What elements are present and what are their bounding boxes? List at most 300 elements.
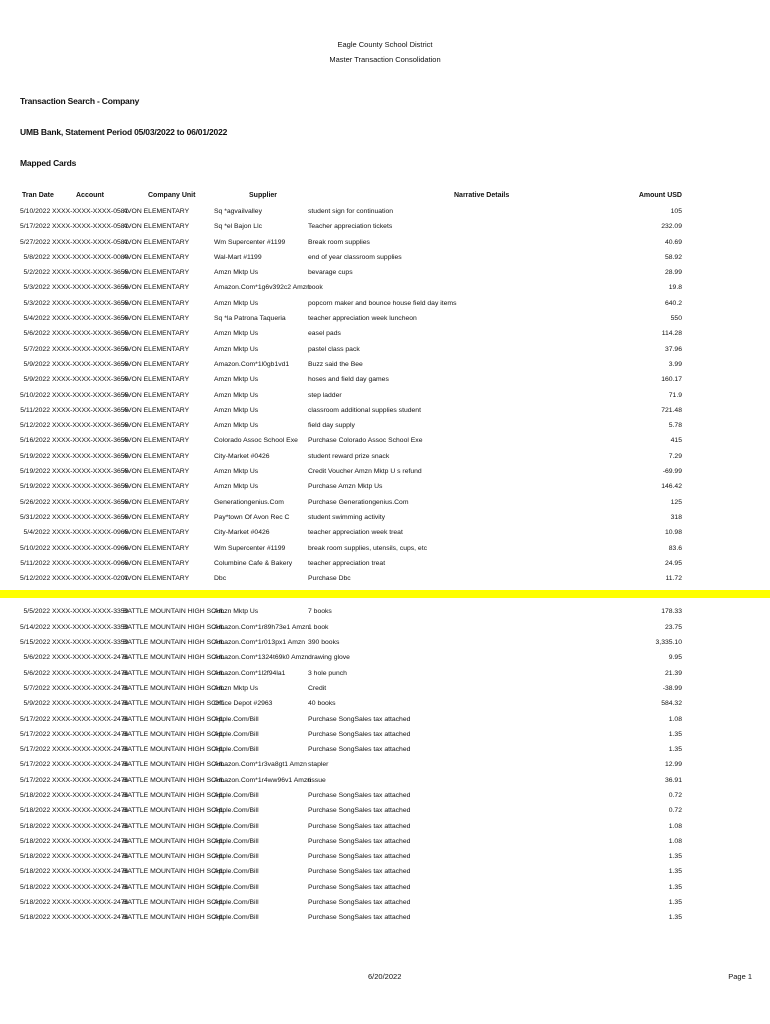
company-unit-cell: AVON ELEMENTARY — [123, 315, 190, 323]
battle-mountain-group — [0, 604, 770, 925]
supplier-cell: Amazon.Com*1l2f94la1 — [214, 669, 286, 677]
tran-date-cell: 5/18/2022 — [20, 807, 51, 815]
amount-cell: 3.99 — [668, 360, 682, 368]
account-cell: XXXX-XXXX-XXXX-2476 — [52, 899, 129, 907]
table-row — [0, 604, 770, 619]
col-header-date: Tran Date — [22, 192, 54, 199]
table-row — [0, 296, 770, 311]
company-unit-cell: BATTLE MOUNTAIN HIGH SCHL — [123, 684, 225, 692]
supplier-cell: Amzn Mktp Us — [214, 608, 259, 616]
amount-cell: -69.99 — [662, 468, 682, 476]
table-row — [0, 650, 770, 665]
tran-date-cell: 5/8/2022 — [23, 253, 50, 261]
tran-date-cell: 5/18/2022 — [20, 914, 51, 922]
supplier-cell: Apple.Com/Bill — [214, 868, 259, 876]
supplier-cell: Apple.Com/Bill — [214, 899, 259, 907]
amount-cell: 1.35 — [668, 853, 682, 861]
supplier-cell: Sq *la Patrona Taqueria — [214, 315, 286, 323]
account-cell: XXXX-XXXX-XXXX-3655 — [52, 422, 129, 430]
tran-date-cell: 5/4/2022 — [23, 315, 50, 323]
account-cell: XXXX-XXXX-XXXX-3655 — [52, 284, 129, 292]
amount-cell: 23.75 — [664, 623, 682, 631]
company-unit-cell: AVON ELEMENTARY — [123, 253, 190, 261]
narrative-cell: Purchase SongSales tax attached — [308, 899, 411, 907]
supplier-cell: Office Depot #2963 — [214, 700, 273, 708]
account-cell: XXXX-XXXX-XXXX-3655 — [52, 498, 129, 506]
company-unit-cell: BATTLE MOUNTAIN HIGH SCHL — [123, 608, 225, 616]
amount-cell: 7.29 — [668, 452, 682, 460]
amount-cell: 40.69 — [664, 238, 682, 246]
account-cell: XXXX-XXXX-XXXX-2476 — [52, 883, 129, 891]
company-unit-cell: AVON ELEMENTARY — [123, 575, 190, 583]
account-cell: XXXX-XXXX-XXXX-2476 — [52, 776, 129, 784]
account-cell: XXXX-XXXX-XXXX-0965 — [52, 559, 129, 567]
narrative-cell: Credit — [308, 684, 327, 692]
table-row — [0, 495, 770, 510]
supplier-cell: Amazon.Com*1r013px1 Amzn — [214, 639, 306, 647]
supplier-cell: Generationgenius.Com — [214, 498, 284, 506]
supplier-cell: Wm Supercenter #1199 — [214, 238, 286, 246]
supplier-cell: Amazon.Com*1g6v392c2 Amzn — [214, 284, 310, 292]
table-row — [0, 834, 770, 849]
narrative-cell: Purchase SongSales tax attached — [308, 822, 411, 830]
supplier-cell: Amzn Mktp Us — [214, 483, 259, 491]
tran-date-cell: 5/17/2022 — [20, 776, 51, 784]
company-unit-cell: BATTLE MOUNTAIN HIGH SCHL — [123, 761, 225, 769]
table-row — [0, 326, 770, 341]
tran-date-cell: 5/17/2022 — [20, 746, 51, 754]
narrative-cell: student reward prize snack — [308, 452, 390, 460]
amount-cell: 232.09 — [661, 223, 682, 231]
tran-date-cell: 5/11/2022 — [20, 406, 50, 414]
table-row — [0, 620, 770, 635]
account-cell: XXXX-XXXX-XXXX-3655 — [52, 391, 129, 399]
col-header-unit: Company Unit — [148, 192, 196, 199]
table-row — [0, 635, 770, 650]
supplier-cell: Apple.Com/Bill — [214, 853, 259, 861]
table-row — [0, 681, 770, 696]
company-unit-cell: BATTLE MOUNTAIN HIGH SCHL — [123, 730, 225, 738]
amount-cell: 58.92 — [664, 253, 682, 261]
tran-date-cell: 5/14/2022 — [20, 623, 51, 631]
supplier-cell: Apple.Com/Bill — [214, 730, 259, 738]
tran-date-cell: 5/3/2022 — [23, 299, 50, 307]
supplier-cell: Apple.Com/Bill — [214, 822, 259, 830]
amount-cell: 146.42 — [661, 483, 682, 491]
table-row — [0, 357, 770, 372]
amount-cell: 1.35 — [668, 868, 682, 876]
supplier-cell: Amazon.Com*1r3va8gt1 Amzn — [214, 761, 307, 769]
report-subtitle: Master Transaction Consolidation — [329, 55, 441, 64]
footer-date: 6/20/2022 — [368, 972, 402, 981]
narrative-cell: student swimming activity — [308, 513, 386, 521]
tran-date-cell: 5/18/2022 — [20, 899, 51, 907]
company-unit-cell: BATTLE MOUNTAIN HIGH SCHL — [123, 914, 225, 922]
transactions-table — [0, 204, 770, 926]
col-header-amount: Amount USD — [638, 192, 682, 199]
table-row — [0, 819, 770, 834]
account-cell: XXXX-XXXX-XXXX-3655 — [52, 299, 129, 307]
company-unit-cell: AVON ELEMENTARY — [123, 468, 190, 476]
supplier-cell: Amzn Mktp Us — [214, 406, 259, 414]
company-unit-cell: BATTLE MOUNTAIN HIGH SCHL — [123, 669, 225, 677]
amount-cell: 1.08 — [668, 837, 682, 845]
account-cell: XXXX-XXXX-XXXX-2476 — [52, 807, 129, 815]
narrative-cell: drawing glove — [308, 654, 350, 662]
tran-date-cell: 5/18/2022 — [20, 868, 51, 876]
company-unit-cell: AVON ELEMENTARY — [123, 529, 190, 537]
narrative-cell: classroom additional supplies student — [308, 406, 421, 414]
table-row — [0, 479, 770, 494]
account-cell: XXXX-XXXX-XXXX-0080 — [52, 253, 129, 261]
narrative-cell: popcorn maker and bounce house field day items — [308, 299, 457, 307]
account-cell: XXXX-XXXX-XXXX-3359 — [52, 608, 129, 616]
company-unit-cell: AVON ELEMENTARY — [123, 299, 190, 307]
amount-cell: 178.33 — [661, 608, 682, 616]
table-row — [0, 880, 770, 895]
account-cell: XXXX-XXXX-XXXX-3655 — [52, 269, 129, 277]
narrative-cell: Purchase SongSales tax attached — [308, 853, 411, 861]
narrative-cell: Purchase SongSales tax attached — [308, 715, 411, 723]
tran-date-cell: 5/11/2022 — [20, 559, 50, 567]
amount-cell: 28.99 — [664, 269, 682, 277]
tran-date-cell: 5/17/2022 — [20, 761, 51, 769]
report-title: Eagle County School District — [337, 40, 433, 49]
table-row — [0, 849, 770, 864]
supplier-cell: Amzn Mktp Us — [214, 330, 259, 338]
table-row — [0, 449, 770, 464]
narrative-cell: teacher appreciation treat — [308, 559, 386, 567]
account-cell: XXXX-XXXX-XXXX-0201 — [52, 575, 129, 583]
narrative-cell: Purchase SongSales tax attached — [308, 914, 411, 922]
company-unit-cell: BATTLE MOUNTAIN HIGH SCHL — [123, 868, 225, 876]
amount-cell: 640.2 — [664, 299, 682, 307]
table-row — [0, 910, 770, 925]
footer-page: Page 1 — [728, 972, 752, 981]
narrative-cell: teacher appreciation week treat — [308, 529, 403, 537]
narrative-cell: Purchase SongSales tax attached — [308, 883, 411, 891]
supplier-cell: Columbine Cafe & Bakery — [214, 559, 293, 567]
account-cell: XXXX-XXXX-XXXX-2476 — [52, 853, 129, 861]
tran-date-cell: 5/12/2022 — [20, 575, 51, 583]
table-row — [0, 895, 770, 910]
table-row — [0, 803, 770, 818]
tran-date-cell: 5/27/2022 — [20, 238, 51, 246]
amount-cell: 0.72 — [668, 807, 682, 815]
table-row — [0, 773, 770, 788]
tran-date-cell: 5/3/2022 — [23, 284, 50, 292]
tran-date-cell: 5/17/2022 — [20, 223, 51, 231]
narrative-cell: teacher appreciation week luncheon — [308, 315, 417, 323]
table-row — [0, 757, 770, 772]
amount-cell: 318 — [670, 513, 682, 521]
company-unit-cell: AVON ELEMENTARY — [123, 498, 190, 506]
narrative-cell: 3 hole punch — [308, 669, 347, 677]
tran-date-cell: 5/16/2022 — [20, 437, 51, 445]
amount-cell: 37.96 — [664, 345, 682, 353]
tran-date-cell: 5/4/2022 — [23, 529, 50, 537]
narrative-cell: student sign for continuation — [308, 208, 394, 215]
amount-cell: 160.17 — [661, 376, 682, 384]
company-unit-cell: AVON ELEMENTARY — [123, 238, 190, 246]
amount-cell: 83.6 — [668, 544, 682, 552]
tran-date-cell: 5/10/2022 — [20, 544, 51, 552]
tran-date-cell: 5/9/2022 — [23, 360, 50, 368]
company-unit-cell: BATTLE MOUNTAIN HIGH SCHL — [123, 715, 225, 723]
company-unit-cell: AVON ELEMENTARY — [123, 483, 190, 491]
amount-cell: 584.32 — [661, 700, 682, 708]
account-cell: XXXX-XXXX-XXXX-2476 — [52, 761, 129, 769]
tran-date-cell: 5/6/2022 — [23, 654, 50, 662]
table-row — [0, 696, 770, 711]
company-unit-cell: AVON ELEMENTARY — [123, 360, 190, 368]
account-cell: XXXX-XXXX-XXXX-3655 — [52, 360, 129, 368]
narrative-cell: Break room supplies — [308, 238, 370, 246]
company-unit-cell: AVON ELEMENTARY — [123, 513, 190, 521]
table-row — [0, 788, 770, 803]
supplier-cell: Amzn Mktp Us — [214, 422, 259, 430]
account-cell: XXXX-XXXX-XXXX-2476 — [52, 914, 129, 922]
account-cell: XXXX-XXXX-XXXX-3655 — [52, 437, 129, 445]
section-mapped: Mapped Cards — [20, 158, 77, 168]
account-cell: XXXX-XXXX-XXXX-2476 — [52, 837, 129, 845]
amount-cell: 1.35 — [668, 883, 682, 891]
narrative-cell: 7 books — [308, 608, 332, 616]
supplier-cell: Apple.Com/Bill — [214, 837, 259, 845]
table-row — [0, 864, 770, 879]
account-cell: XXXX-XXXX-XXXX-3655 — [52, 452, 129, 460]
supplier-cell: Amazon.Com*1r4ww96v1 Amzn — [214, 776, 312, 784]
tran-date-cell: 5/10/2022 — [20, 391, 51, 399]
table-row — [0, 727, 770, 742]
amount-cell: 1.08 — [668, 822, 682, 830]
amount-cell: 71.9 — [668, 391, 682, 399]
company-unit-cell: BATTLE MOUNTAIN HIGH SCHL — [123, 639, 225, 647]
company-unit-cell: BATTLE MOUNTAIN HIGH SCHL — [123, 746, 225, 754]
company-unit-cell: AVON ELEMENTARY — [123, 330, 190, 338]
narrative-cell: break room supplies, utensils, cups, etc — [308, 544, 428, 552]
supplier-cell: Amzn Mktp Us — [214, 376, 259, 384]
tran-date-cell: 5/31/2022 — [20, 513, 51, 521]
col-header-supplier: Supplier — [249, 192, 278, 199]
section-search: Transaction Search - Company — [20, 96, 140, 106]
account-cell: XXXX-XXXX-XXXX-0581 — [52, 238, 129, 246]
tran-date-cell: 5/19/2022 — [20, 468, 51, 476]
supplier-cell: Wm Supercenter #1199 — [214, 544, 286, 552]
tran-date-cell: 5/15/2022 — [20, 639, 51, 647]
company-unit-cell: BATTLE MOUNTAIN HIGH SCHL — [123, 822, 225, 830]
company-unit-cell: AVON ELEMENTARY — [123, 406, 190, 414]
tran-date-cell: 5/9/2022 — [23, 700, 50, 708]
supplier-cell: Amazon.Com*1l0gb1vd1 — [214, 360, 290, 368]
table-row — [0, 280, 770, 295]
narrative-cell: Purchase Amzn Mktp Us — [308, 483, 383, 491]
supplier-cell: Amazon.Com*1r89h73e1 Amzn — [214, 623, 310, 631]
table-row — [0, 666, 770, 681]
company-unit-cell: AVON ELEMENTARY — [123, 452, 190, 460]
narrative-cell: pastel class pack — [308, 345, 360, 353]
narrative-cell: Purchase SongSales tax attached — [308, 791, 411, 799]
tran-date-cell: 5/18/2022 — [20, 853, 51, 861]
account-cell: XXXX-XXXX-XXXX-0965 — [52, 544, 129, 552]
supplier-cell: Sq *el Bajon Llc — [214, 223, 262, 231]
company-unit-cell: AVON ELEMENTARY — [123, 437, 190, 445]
account-cell: XXXX-XXXX-XXXX-2476 — [52, 715, 129, 723]
supplier-cell: Apple.Com/Bill — [214, 807, 259, 815]
tran-date-cell: 5/17/2022 — [20, 715, 51, 723]
company-unit-cell: AVON ELEMENTARY — [123, 269, 190, 277]
narrative-cell: 40 books — [308, 700, 336, 708]
tran-date-cell: 5/18/2022 — [20, 822, 51, 830]
tran-date-cell: 5/17/2022 — [20, 730, 51, 738]
narrative-cell: bevarage cups — [308, 269, 353, 277]
narrative-cell: tissue — [308, 776, 326, 784]
company-unit-cell: BATTLE MOUNTAIN HIGH SCHL — [123, 883, 225, 891]
table-row — [0, 556, 770, 571]
table-row — [0, 342, 770, 357]
company-unit-cell: BATTLE MOUNTAIN HIGH SCHL — [123, 623, 225, 631]
amount-cell: 1.35 — [668, 899, 682, 907]
tran-date-cell: 5/19/2022 — [20, 452, 51, 460]
account-cell: XXXX-XXXX-XXXX-3655 — [52, 483, 129, 491]
supplier-cell: City-Market #0426 — [214, 529, 270, 537]
amount-cell: 114.28 — [661, 330, 682, 338]
table-row — [0, 204, 770, 219]
supplier-cell: Apple.Com/Bill — [214, 746, 259, 754]
amount-cell: 1.35 — [668, 730, 682, 738]
company-unit-cell: AVON ELEMENTARY — [123, 422, 190, 430]
company-unit-cell: AVON ELEMENTARY — [123, 345, 190, 353]
narrative-cell: 390 books — [308, 639, 340, 647]
tran-date-cell: 5/7/2022 — [23, 345, 50, 353]
amount-cell: 12.99 — [664, 761, 682, 769]
account-cell: XXXX-XXXX-XXXX-0581 — [52, 223, 129, 231]
table-row — [0, 712, 770, 727]
account-cell: XXXX-XXXX-XXXX-2476 — [52, 730, 129, 738]
account-cell: XXXX-XXXX-XXXX-3359 — [52, 639, 129, 647]
supplier-cell: Sq *agvailvalley — [214, 208, 262, 215]
table-row — [0, 219, 770, 234]
account-cell: XXXX-XXXX-XXXX-3655 — [52, 513, 129, 521]
table-row — [0, 235, 770, 250]
amount-cell: 1.35 — [668, 914, 682, 922]
company-unit-cell: AVON ELEMENTARY — [123, 544, 190, 552]
narrative-cell: book — [308, 284, 323, 292]
group-separator — [0, 590, 770, 598]
table-row — [0, 265, 770, 280]
amount-cell: 721.48 — [661, 406, 682, 414]
amount-cell: 9.95 — [668, 654, 682, 662]
narrative-cell: easel pads — [308, 330, 341, 338]
supplier-cell: Amzn Mktp Us — [214, 391, 259, 399]
supplier-cell: Amzn Mktp Us — [214, 269, 259, 277]
narrative-cell: end of year classroom supplies — [308, 253, 402, 261]
amount-cell: 1.35 — [668, 746, 682, 754]
supplier-cell: Apple.Com/Bill — [214, 883, 259, 891]
company-unit-cell: AVON ELEMENTARY — [123, 559, 190, 567]
table-row — [0, 311, 770, 326]
narrative-cell: Teacher appreciation tickets — [308, 223, 393, 231]
account-cell: XXXX-XXXX-XXXX-2476 — [52, 700, 129, 708]
narrative-cell: Purchase Colorado Assoc School Exe — [308, 437, 423, 445]
tran-date-cell: 5/18/2022 — [20, 883, 51, 891]
amount-cell: 36.91 — [664, 776, 682, 784]
account-cell: XXXX-XXXX-XXXX-2476 — [52, 868, 129, 876]
narrative-cell: Buzz said the Bee — [308, 360, 363, 368]
account-cell: XXXX-XXXX-XXXX-2476 — [52, 822, 129, 830]
amount-cell: 125 — [670, 498, 682, 506]
company-unit-cell: BATTLE MOUNTAIN HIGH SCHL — [123, 776, 225, 784]
tran-date-cell: 5/18/2022 — [20, 791, 51, 799]
table-row — [0, 388, 770, 403]
table-row — [0, 433, 770, 448]
supplier-cell: Amazon.Com*1324t69k0 Amzn — [214, 654, 309, 662]
supplier-cell: Colorado Assoc School Exe — [214, 437, 298, 445]
narrative-cell: Purchase Dbc — [308, 575, 351, 583]
supplier-cell: Wal-Mart #1199 — [214, 253, 262, 261]
amount-cell: 415 — [670, 437, 682, 445]
supplier-cell: Apple.Com/Bill — [214, 791, 259, 799]
amount-cell: 19.8 — [668, 284, 682, 292]
narrative-cell: Purchase SongSales tax attached — [308, 746, 411, 754]
company-unit-cell: BATTLE MOUNTAIN HIGH SCHL — [123, 807, 225, 815]
supplier-cell: Dbc — [214, 575, 227, 583]
tran-date-cell: 5/12/2022 — [20, 422, 51, 430]
tran-date-cell: 5/7/2022 — [23, 684, 50, 692]
supplier-cell: City-Market #0426 — [214, 452, 270, 460]
amount-cell: 10.98 — [664, 529, 682, 537]
account-cell: XXXX-XXXX-XXXX-3655 — [52, 376, 129, 384]
narrative-cell: Credit Voucher Amzn Mktp U s refund — [308, 468, 422, 476]
tran-date-cell: 5/6/2022 — [23, 330, 50, 338]
amount-cell: 3,335.10 — [655, 639, 682, 647]
table-row — [0, 541, 770, 556]
supplier-cell: Pay*town Of Avon Rec C — [214, 513, 290, 521]
amount-cell: -38.99 — [662, 684, 682, 692]
tran-date-cell: 5/19/2022 — [20, 483, 51, 491]
account-cell: XXXX-XXXX-XXXX-3655 — [52, 315, 129, 323]
account-cell: XXXX-XXXX-XXXX-0965 — [52, 529, 129, 537]
tran-date-cell: 5/18/2022 — [20, 837, 51, 845]
tran-date-cell: 5/10/2022 — [20, 208, 51, 215]
amount-cell: 1.08 — [668, 715, 682, 723]
account-cell: XXXX-XXXX-XXXX-3655 — [52, 330, 129, 338]
narrative-cell: Purchase SongSales tax attached — [308, 807, 411, 815]
table-row — [0, 250, 770, 265]
narrative-cell: Purchase Generationgenius.Com — [308, 498, 409, 506]
account-cell: XXXX-XXXX-XXXX-2476 — [52, 654, 129, 662]
supplier-cell: Amzn Mktp Us — [214, 299, 259, 307]
table-row — [0, 571, 770, 586]
account-cell: XXXX-XXXX-XXXX-2476 — [52, 684, 129, 692]
narrative-cell: Purchase SongSales tax attached — [308, 837, 411, 845]
account-cell: XXXX-XXXX-XXXX-3655 — [52, 345, 129, 353]
narrative-cell: field day supply — [308, 422, 355, 430]
table-row — [0, 742, 770, 757]
account-cell: XXXX-XXXX-XXXX-3359 — [52, 623, 129, 631]
company-unit-cell: BATTLE MOUNTAIN HIGH SCHL — [123, 791, 225, 799]
company-unit-cell: BATTLE MOUNTAIN HIGH SCHL — [123, 853, 225, 861]
tran-date-cell: 5/9/2022 — [23, 376, 50, 384]
amount-cell: 105 — [670, 208, 682, 215]
col-header-narrative: Narrative Details — [454, 192, 510, 199]
amount-cell: 11.72 — [665, 575, 682, 583]
supplier-cell: Apple.Com/Bill — [214, 914, 259, 922]
table-row — [0, 403, 770, 418]
avon-group — [0, 204, 770, 586]
account-cell: XXXX-XXXX-XXXX-0581 — [52, 208, 129, 215]
narrative-cell: stapler — [308, 761, 329, 769]
